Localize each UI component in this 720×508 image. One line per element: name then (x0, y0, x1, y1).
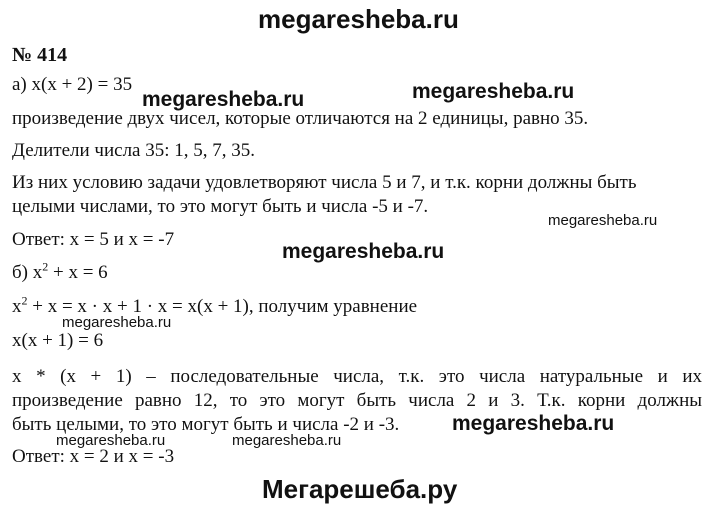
part-b-equation: б) $x^2 + x = 6$ (12, 259, 108, 283)
part-b-line-5: быть целыми, то это могут быть и числа -2 и -3. (12, 414, 400, 435)
header-site-title: megaresheba.ru (258, 4, 459, 34)
footer-site-title: Мегарешеба.ру (262, 474, 458, 504)
watermark: megaresheba.ru (282, 240, 445, 263)
watermark: megaresheba.ru (548, 212, 658, 229)
watermark: megaresheba.ru (56, 432, 166, 449)
part-a-line-3: Из них условию задачи удовлетворяют числа 5 и 7, и т.к. корни должны быть (12, 172, 637, 193)
part-a-line-4: целыми числами, то это могут быть и числа -5 и -7. (12, 196, 429, 217)
part-a-equation: а) x(x + 2) = 35 (12, 74, 133, 95)
part-b-line-3: x * (x + 1) – последовательные числа, т.к. это числа натуральные и их (12, 366, 702, 387)
part-b-line-2: x(x + 1) = 6 (12, 330, 104, 351)
watermark: megaresheba.ru (142, 88, 305, 111)
part-a-answer: Ответ: x = 5 и x = -7 (12, 229, 175, 250)
problem-number: № 414 (12, 44, 68, 66)
watermark: megaresheba.ru (452, 412, 615, 435)
part-b-answer: Ответ: x = 2 и x = -3 (12, 446, 175, 467)
part-a-line-1: произведение двух чисел, которые отличаются на 2 единицы, равно 35. (12, 108, 589, 129)
part-b-line-1: $x^2 + x = x \cdot x + 1 \cdot x = x(x + 1)$, получим уравнение (12, 293, 418, 317)
part-b-line-4: произведение равно 12, то это могут быть числа 2 и 3. Т.к. корни должны (12, 390, 702, 411)
watermark: megaresheba.ru (232, 432, 342, 449)
watermark: megaresheba.ru (62, 314, 172, 331)
watermark: megaresheba.ru (412, 80, 575, 103)
part-a-line-2: Делители числа 35: 1, 5, 7, 35. (12, 140, 256, 161)
